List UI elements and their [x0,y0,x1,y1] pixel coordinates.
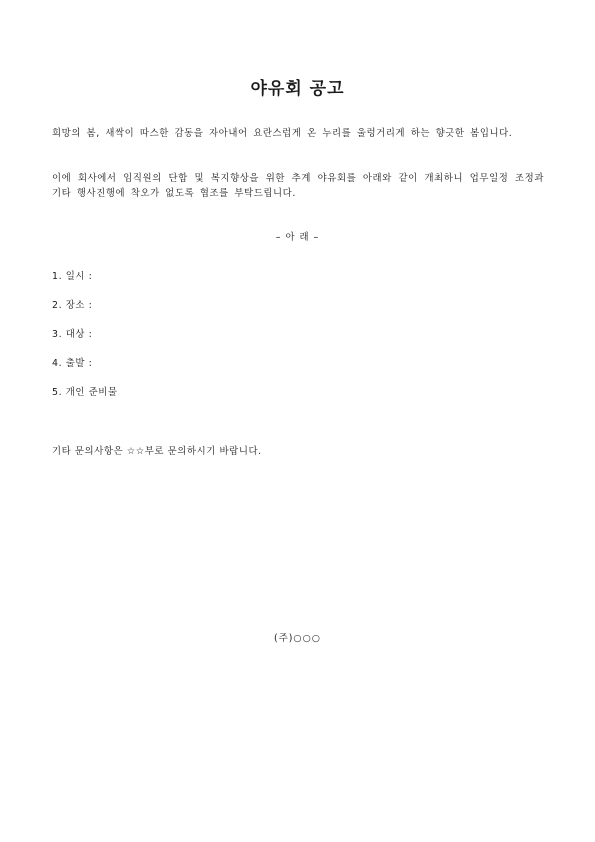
details-list [52,270,118,415]
document-title: 야유회 공고 [250,79,345,99]
list-item-supplies: 5. 개인 준비물 [52,387,118,398]
request-paragraph: 이에 회사에서 임직원의 단합 및 복지향상을 위한 추계 야유회를 아래와 같이 개최하니 업무일정 조정과 기타 행사진행에 착오가 없도록 협조를 부탁드립니다. [52,173,544,199]
contact-note: 기타 문의사항은 ☆☆부로 문의하시기 바랍니다. [52,446,262,457]
list-item-place: 2. 장소 : [52,300,93,311]
section-heading-arae: – 아 래 – [275,232,320,243]
list-item-date: 1. 일시 : [52,271,93,282]
company-name: (주)○○○ [274,633,321,644]
list-item-departure: 4. 출발 : [52,358,93,369]
intro-paragraph: 희망의 봄, 새싹이 따스한 감동을 자아내어 요란스럽게 온 누리를 울렁거리게 하는 향긋한 봄입니다. [52,128,513,139]
list-item-target: 3. 대상 : [52,329,93,340]
